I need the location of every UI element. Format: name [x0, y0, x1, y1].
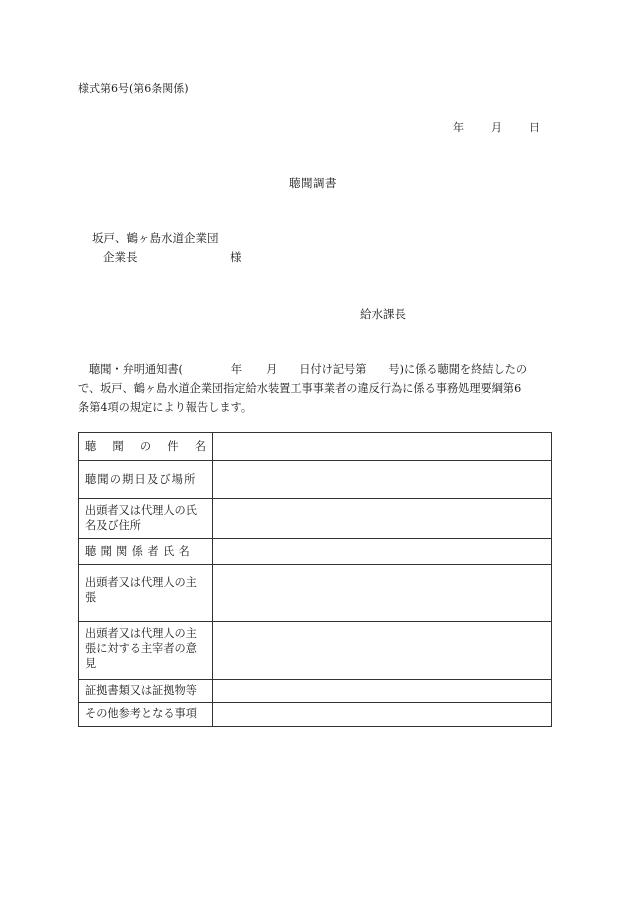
- body-line1-part-b: 日付け記号第: [299, 363, 367, 376]
- table-row: [79, 680, 552, 703]
- row-label-subject: [79, 433, 213, 461]
- row-label-attendee-claim: 出頭者又は代理人の主張: [79, 565, 213, 622]
- form-number: 様式第6号(第6条関係): [78, 82, 189, 95]
- row-value-subject[interactable]: [213, 433, 552, 461]
- date-year-label: 年: [453, 121, 464, 134]
- body-line-1: [78, 361, 527, 377]
- table-row: [79, 433, 552, 461]
- table-row: [79, 565, 552, 622]
- body-line1-month: 月: [266, 363, 278, 376]
- addressee-organization: 坂戸、鶴ヶ島水道企業団: [92, 231, 219, 245]
- body-line1-part-c: 号)に係る聴聞を終結したの: [388, 363, 528, 376]
- row-label-related-persons-text: 聴聞関係者氏名: [85, 545, 195, 558]
- row-value-attendee-name-address[interactable]: [213, 499, 552, 539]
- row-label-date-place-text: 聴聞の期日及び場所: [85, 473, 197, 486]
- row-value-other-reference[interactable]: [213, 703, 552, 727]
- row-label-attendee-name-address: 出頭者又は代理人の氏名及び住所: [79, 499, 213, 539]
- row-label-related-persons: [79, 539, 213, 565]
- table-row: [79, 539, 552, 565]
- table-row: [79, 461, 552, 499]
- row-label-subject-text: 聴 聞 の 件 名: [85, 440, 206, 453]
- addressee-honorific: 様: [230, 250, 242, 264]
- document-title: 聴聞調書: [289, 176, 337, 190]
- body-line-3: 条第4項の規定により報告します。: [78, 401, 253, 414]
- hearing-info-table: [78, 432, 552, 727]
- row-label-evidence: 証拠書類又は証拠物等: [79, 680, 213, 703]
- table-row: [79, 499, 552, 539]
- date-day-label: 日: [529, 121, 540, 134]
- row-label-other-reference: その他参考となる事項: [79, 703, 213, 727]
- table-row: [79, 703, 552, 727]
- row-value-evidence[interactable]: [213, 680, 552, 703]
- row-value-presider-opinion[interactable]: [213, 622, 552, 680]
- date-line: [453, 119, 540, 135]
- addressee-position: 企業長: [103, 250, 138, 264]
- row-value-date-place[interactable]: [213, 461, 552, 499]
- row-label-date-place: [79, 461, 213, 499]
- body-line-2: で、坂戸、鶴ヶ島水道企業団指定給水装置工事事業者の違反行為に係る事務処理要綱第6: [78, 382, 522, 395]
- sender: 給水課長: [360, 307, 406, 321]
- row-label-presider-opinion: 出頭者又は代理人の主張に対する主宰者の意見: [79, 622, 213, 680]
- row-value-attendee-claim[interactable]: [213, 565, 552, 622]
- date-month-label: 月: [491, 121, 502, 134]
- row-value-related-persons[interactable]: [213, 539, 552, 565]
- table-row: [79, 622, 552, 680]
- body-line1-year: 年: [230, 363, 243, 376]
- body-line1-part-a: 聴聞・弁明通知書(: [89, 363, 183, 376]
